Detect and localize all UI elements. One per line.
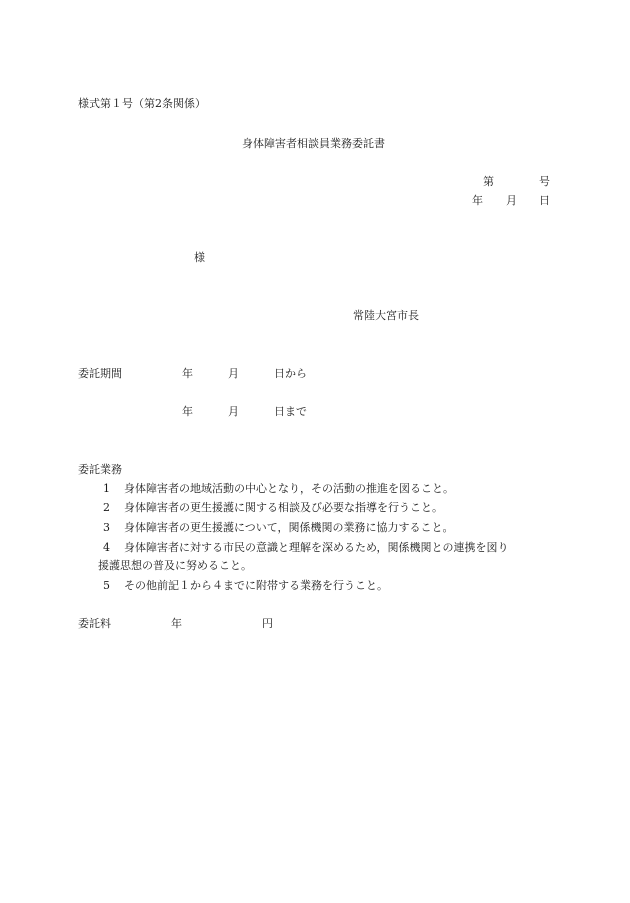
form-number: 様式第１号（第2条関係） bbox=[78, 97, 206, 110]
date-day: 日 bbox=[539, 194, 550, 207]
duty-item-text: 身体障害者の更生援護に関する相談及び必要な指導を行うこと。 bbox=[124, 501, 443, 514]
fee-yen: 円 bbox=[262, 617, 273, 630]
period-to-year: 年 bbox=[182, 405, 193, 418]
period-from-month: 月 bbox=[228, 367, 239, 380]
doc-number-suffix: 号 bbox=[539, 175, 550, 188]
period-to-day: 日まで bbox=[274, 405, 307, 418]
fee-label: 委託料 bbox=[78, 617, 111, 630]
addressee-suffix: 様 bbox=[194, 251, 205, 264]
duty-item-number: 4 bbox=[103, 541, 110, 554]
duty-item-number: 2 bbox=[103, 501, 110, 514]
doc-number-prefix: 第 bbox=[483, 175, 494, 188]
duty-item-continuation: 援護思想の普及に努めること。 bbox=[98, 559, 252, 572]
document-title: 身体障害者相談員業務委託書 bbox=[242, 137, 385, 150]
period-to-month: 月 bbox=[228, 405, 239, 418]
fee-year: 年 bbox=[171, 617, 182, 630]
duties-label: 委託業務 bbox=[78, 463, 122, 476]
duty-item-text: その他前記１から４までに附帯する業務を行うこと。 bbox=[124, 579, 388, 592]
period-from-year: 年 bbox=[182, 367, 193, 380]
duty-item-text: 身体障害者の更生援護について，関係機関の業務に協力すること。 bbox=[124, 521, 454, 534]
issuer-name: 常陸大宮市長 bbox=[353, 309, 419, 322]
date-year: 年 bbox=[472, 194, 483, 207]
duty-item-text: 身体障害者の地域活動の中心となり，その活動の推進を図ること。 bbox=[124, 482, 454, 495]
duty-item-text: 身体障害者に対する市民の意識と理解を深めるため，関係機関との連携を図り bbox=[124, 541, 509, 554]
duty-item-number: 1 bbox=[103, 482, 110, 495]
duty-item-number: 3 bbox=[103, 521, 110, 534]
period-label: 委託期間 bbox=[78, 367, 122, 380]
duty-item-number: 5 bbox=[103, 579, 110, 592]
date-month: 月 bbox=[506, 194, 517, 207]
period-from-day: 日から bbox=[274, 367, 307, 380]
